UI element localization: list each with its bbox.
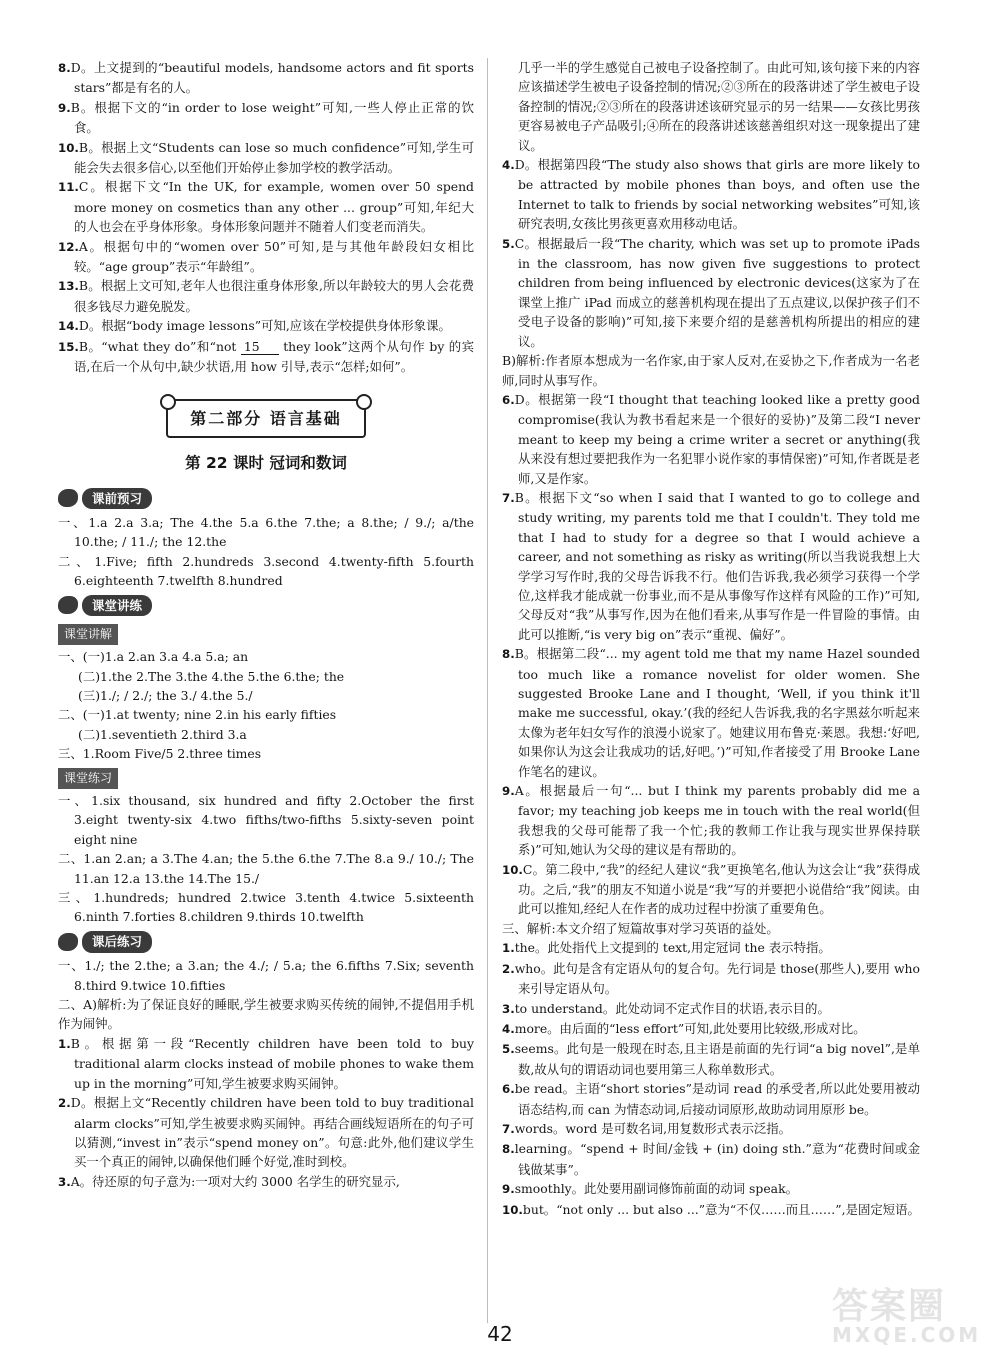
pre-study-answers [58, 513, 474, 591]
answer-line [58, 647, 474, 666]
answer-text: be read。主语“short stories”是动词 read 的承受者,所以此处要用被动语态结构,而 can 为情态动词,后接动词原形,故助动词用原形 be。 [514, 1081, 920, 1117]
left-column [58, 58, 474, 1192]
badge-pre-study-label: 课前预习 [82, 488, 152, 509]
answer-text: more。由后面的“less effort”可知,此处要用比较级,形成对比。 [514, 1020, 866, 1036]
section-marker: 二、 [58, 707, 83, 723]
section-marker: 二、 [58, 851, 84, 867]
badge-after-class [58, 931, 152, 953]
answer-line [58, 791, 474, 849]
answer-item [502, 860, 920, 919]
answer-text-pre: B。“what they do”和“not [78, 338, 237, 354]
section-c-analysis: 三、解析:本文介绍了短篇故事对学习英语的益处。 [502, 920, 779, 936]
answer-item [502, 1039, 920, 1079]
answer-number: 8. [502, 1142, 515, 1157]
answer-number: 2. [58, 1096, 71, 1111]
answer-text: B。根据上文“Students can lose so much confidence”可知,学生可能会失去很多信心,以至他们开始停止参加学校的教学活动。 [74, 139, 474, 176]
answer-number: 2. [502, 961, 515, 976]
answer-item [58, 1172, 474, 1192]
answer-line [58, 725, 474, 744]
answer-line [58, 686, 474, 705]
answer-text: D。根据第四段“The study also shows that girls are more likely to be attracted by mobile phones than boys, and often use the Internet to talk to friends by social networking websites”可知,该研究表明,女孩比男孩更喜欢用移动电话。 [514, 157, 920, 232]
answer-item-15 [58, 337, 474, 377]
answer-text: B。根据上文可知,老年人也很注重身体形象,所以年龄较大的男人会花费很多钱尽力避免脱发。 [74, 278, 474, 314]
section-b-analysis: B)解析:作者原本想成为一名作家,由于家人反对,在妥协之下,作者成为一名老师,同时从事写作。 [502, 353, 920, 388]
answer-text: to understand。此处动词不定式作目的状语,表示目的。 [514, 1000, 830, 1016]
answer-item [58, 237, 474, 277]
trophy-icon [58, 933, 78, 951]
answer-number: 3. [502, 1001, 515, 1016]
answer-list-reading-c [502, 155, 920, 351]
answer-item [58, 177, 474, 236]
book-icon [58, 489, 78, 507]
answer-item [58, 98, 474, 138]
answer-item [58, 276, 474, 316]
lecture-answers [58, 647, 474, 763]
answer-number: 4. [502, 158, 515, 173]
answer-number: 1. [58, 1036, 71, 1051]
answer-text: words。word 是可数名词,用复数形式表示泛指。 [514, 1120, 792, 1136]
badge-after-class-label: 课后练习 [82, 931, 152, 952]
answer-line-text: 1.Five; fifth 2.hundreds 3.second 4.twenty-fifth 5.fourth 6.eighteenth 7.twelfth 8.hundred [74, 553, 475, 588]
answer-line-text: (一)1.a 2.an 3.a 4.a 5.a; an [82, 649, 249, 665]
answer-number: 9. [58, 100, 71, 115]
answer-line-text: (一)1.at twenty; nine 2.in his early fifties [82, 707, 337, 723]
answer-text: learning。“spend + 时间/金钱 + (in) doing sth.”意为“花费时间或金钱做某事”。 [514, 1141, 920, 1177]
answer-text: A。待还原的句子意为:一项对大约 3000 名学生的研究显示, [70, 1173, 400, 1189]
answer-text: smoothly。此处要用副词修饰前面的动词 speak。 [514, 1181, 798, 1197]
answer-line-text: 1./; the 2.the; a 3.an; the 4./; / 5.a; the 6.fifths 7.Six; seventh 8.third 9.twice 10.fifties [74, 958, 474, 993]
practice-answers [58, 791, 474, 927]
answer-number: 7. [502, 490, 515, 505]
answer-line [58, 744, 474, 763]
answer-text: B。根据下文“so when I said that I wanted to go to college and study writing, my parents told me that I couldn't. They told me that I had to study for a degree so that I would achieve a career, and not something as risky as writing(所以当我说我想上大学学习写作时,我的父母告诉我不行。他们告诉我,我必须学习获得一个学位,这样我才能成就一份事业,而不是从事像写作这样有风险的工作)”可知,父母反对“我”从事写作,因为在他们看来,从事写作是一件冒险的事情。由此可以推断,“is very big on”表示“重视、偏好”。 [514, 489, 920, 642]
blank-15: 15 [241, 340, 279, 355]
answer-item [502, 1019, 920, 1039]
answer-number: 7. [502, 1121, 515, 1136]
answer-text: D。根据“body image lessons”可知,应该在学校提供身体形象课。 [78, 318, 451, 334]
watermark-logo [832, 1278, 982, 1358]
answer-line-text: 1.an 2.an; a 3.The 4.an; the 5.the 6.the 7.The 8.a 9./ 10./; The 11.an 12.a 13.the 14.The 15./ [74, 851, 474, 886]
answer-number: 8. [58, 61, 71, 75]
answer-line [58, 956, 474, 995]
section-marker: 二、 [58, 553, 95, 569]
section-marker: 一、 [58, 514, 89, 530]
answer-line [58, 705, 474, 724]
answer-line-text: (二)1.the 2.The 3.the 4.the 5.the 6.the; the [78, 668, 345, 684]
right-column [502, 58, 920, 1220]
answer-text: D。根据第一段“I thought that teaching looked like a pretty good compromise(我认为教书看起来是一个很好的妥协)”及第二段“I never meant to keep my being a crime writer a secret or anything(我从来没有想过要把我作为一名犯罪小说作家的事情保密)”可知,作者既是老师,又是作家。 [514, 391, 920, 486]
answer-item [502, 938, 920, 958]
answer-item [502, 1139, 920, 1179]
section-marker: 三、 [58, 746, 83, 762]
answer-number: 11. [58, 180, 79, 195]
tag-lecture: 课堂讲解 [58, 624, 118, 645]
answer-item [502, 1119, 920, 1139]
answer-text: B。根据第一段“Recently children have been told to buy traditional alarm clocks instead of mobile phones to wake them up in the morning”可知,学生被要求购买闹钟。 [70, 1035, 474, 1091]
answer-number: 5. [502, 1042, 515, 1057]
answer-text: A。根据最后一句“... but I think my parents probably did me a favor; my teaching job keeps me in touch with the real world(但我想我的父母可能帮了我一个忙;我的教师工作让我与现实世界保持联系)”可知,她认为父母的建议是有帮助的。 [514, 783, 920, 858]
answer-item [502, 999, 920, 1019]
answer-3-continued: 几乎一半的学生感觉自己被电子设备控制了。由此可知,该句接下来的内容应该描述学生被电子设备控制的情况;②③所在的段落讲述了学生被电子设备控制的情况;②③所在的段落讲述该研究显示的另一结果——女孩比男孩更容易被电子产品吸引;④所在的段落讲述该慈善组织对这一现象提出了建议。 [518, 60, 920, 153]
answer-number: 13. [58, 279, 79, 294]
answer-item [502, 234, 920, 351]
answer-item [502, 959, 920, 999]
page-number: 42 [487, 1322, 513, 1346]
answer-item [502, 1079, 920, 1119]
answer-item [502, 1179, 920, 1199]
answer-text: C。根据最后一段“The charity, which was set up to promote iPads in the classroom, has now given five suggestions to protect children from being influenced by electronic devices(这家为了在课堂上推广 iPad 而成立的慈善机构现在提出了五点建议,以保护孩子们不受电子设备的影响)”可知,接下来要介绍的是慈善机构所提出的相应的建议。 [514, 235, 920, 349]
answer-text: B。根据下文的“in order to lose weight”可知,一些人停止正常的饮食。 [70, 99, 474, 136]
answer-list-reading-a [58, 58, 474, 337]
answer-number: 10. [58, 140, 79, 155]
answer-text: D。根据上文“Recently children have been told to buy traditional alarm clocks”可知,学生被要求购买闹钟。再结合画线短语所在的句子可以猜测,“invest in”表示“spend money on”。句意:此外,他们建议学生买一个真正的闹钟,以确保他们睡个好觉,准时到校。 [70, 1095, 474, 1170]
globe-icon [58, 596, 78, 614]
answer-line [58, 513, 474, 552]
answer-number: 8. [502, 647, 515, 662]
answer-item [502, 644, 920, 781]
answer-number: 9. [502, 784, 515, 799]
answer-text: but。“not only ... but also ...”意为“不仅……而且……”,是固定短语。 [522, 1201, 920, 1217]
answer-text: C。根据下文“In the UK, for example, women over 50 spend more money on cosmetics than any other ... group”可知,年纪大的人也会在乎身体形象。身体形象问题并不随着人们变老而消失。 [74, 179, 474, 235]
answer-text: seems。此句是一般现在时态,且主语是前面的先行词“a big novel”,是单数,故从句的谓语动词也要用第三人称单数形式。 [514, 1041, 920, 1077]
answer-number: 9. [502, 1182, 515, 1197]
answer-number: 1. [502, 941, 515, 956]
answer-line [58, 849, 474, 888]
answer-item [58, 1093, 474, 1172]
answer-number: 6. [502, 1082, 515, 1097]
answer-item [58, 316, 474, 336]
answer-line-text: (三)1./; / 2./; the 3./ 4.the 5./ [78, 687, 253, 703]
answer-number: 5. [502, 236, 515, 251]
answer-number: 4. [502, 1021, 515, 1036]
after-class-answers [58, 956, 474, 995]
answer-list-reading-b [58, 1034, 474, 1192]
answer-number: 12. [58, 239, 79, 254]
answer-number: 10. [502, 1202, 523, 1217]
answer-line [58, 552, 474, 591]
watermark-url: MXQE.COM [832, 1323, 982, 1347]
answer-text: D。上文提到的“beautiful models, handsome actors and fit sports stars”都是有名的人。 [70, 60, 474, 96]
answer-number: 3. [58, 1174, 71, 1189]
answer-item [58, 138, 474, 178]
lesson-title: 第 22 课时 冠词和数词 [185, 453, 347, 472]
section-marker: 一、 [58, 958, 85, 974]
badge-class-practice [58, 594, 152, 616]
answer-item [58, 1034, 474, 1093]
answer-text: B。根据第二段“... my agent told me that my name Hazel sounded too much like a romance novelist for older women. She suggested Brooke Lane and I thought, ‘Well, if you think it'll make me successful, okay.’(我的经纪人告诉我,我的名字黑兹尔听起来太像为老年妇女写作的浪漫小说家了。她建议用布鲁克·莱恩。我想:‘好吧,如果你认为这会让我成功的话,好吧。’)”可知,作者接受了用 Brooke Lane 作笔名的建议。 [514, 646, 920, 779]
section-marker: 一、 [58, 649, 83, 665]
tag-practice: 课堂练习 [58, 768, 118, 789]
answer-line-text: 1.a 2.a 3.a; The 4.the 5.a 6.the 7.the; a 8.the; / 9./; a/the 10.the; / 11./; the 12.the [74, 514, 475, 550]
answer-number: 6. [502, 392, 515, 407]
answer-item [58, 58, 474, 98]
answer-text-post: they look”这两个从句作 by 的宾语,在后一个从句中,缺少状语,用 how 引导,表示“怎样;如何”。 [74, 338, 474, 375]
answer-line [58, 888, 474, 927]
answer-line-text: (二)1.seventieth 2.third 3.a [78, 726, 247, 742]
answer-text: A。根据句中的“women over 50”可知,是与其他年龄段妇女相比较。“age group”表示“年龄组”。 [74, 238, 474, 275]
part-banner [58, 399, 474, 438]
answer-line-text: 1.hundreds; hundred 2.twice 3.tenth 4.twice 5.sixteenth 6.ninth 7.forties 8.children 9.thirds 10.twelfth [74, 890, 474, 925]
answer-text: C。第二段中,“我”的经纪人建议“我”更换笔名,他认为这会让“我”获得成功。之后,“我”的朋友不知道小说是“我”写的并要把小说借给“我”阅读。由此可以推知,经纪人在作者的成功过程中扮演了重要角色。 [518, 861, 920, 917]
answer-line [58, 667, 474, 686]
answer-text: the。此处指代上文提到的 text,用定冠词 the 表示特指。 [514, 940, 831, 956]
answer-list-grammar-fill [502, 938, 920, 1220]
answer-item [502, 488, 920, 644]
section-marker: 三、 [58, 890, 94, 906]
badge-pre-study [58, 487, 152, 509]
answer-line-text: 1.six thousand, six hundred and fifty 2.October the first 3.eight twenty-six 4.two fifths/two-fifths 5.sixty-seven point eight nine [74, 793, 474, 847]
answer-number: 14. [58, 319, 79, 334]
section-marker: 一、 [58, 793, 92, 808]
answer-item [502, 781, 920, 860]
answer-item [502, 155, 920, 234]
watermark-text: 答案圈 [832, 1286, 947, 1327]
answer-line-text: 1.Room Five/5 2.three times [82, 746, 262, 762]
section-a-analysis: 二、A)解析:为了保证良好的睡眠,学生被要求购买传统的闹钟,不提倡用手机作为闹钟。 [58, 997, 474, 1032]
part-banner-title: 第二部分 语言基础 [166, 399, 366, 438]
answer-item [502, 390, 920, 488]
answer-number: 10. [502, 862, 523, 877]
answer-text: who。此句是含有定语从句的复合句。先行词是 those(那些人),要用 who 来引导定语从句。 [514, 960, 920, 997]
answer-list-reading-d [502, 390, 920, 919]
column-divider [487, 58, 488, 1323]
answer-item [502, 1200, 920, 1220]
answer-number: 15. [58, 339, 79, 354]
badge-class-practice-label: 课堂讲练 [82, 595, 152, 616]
